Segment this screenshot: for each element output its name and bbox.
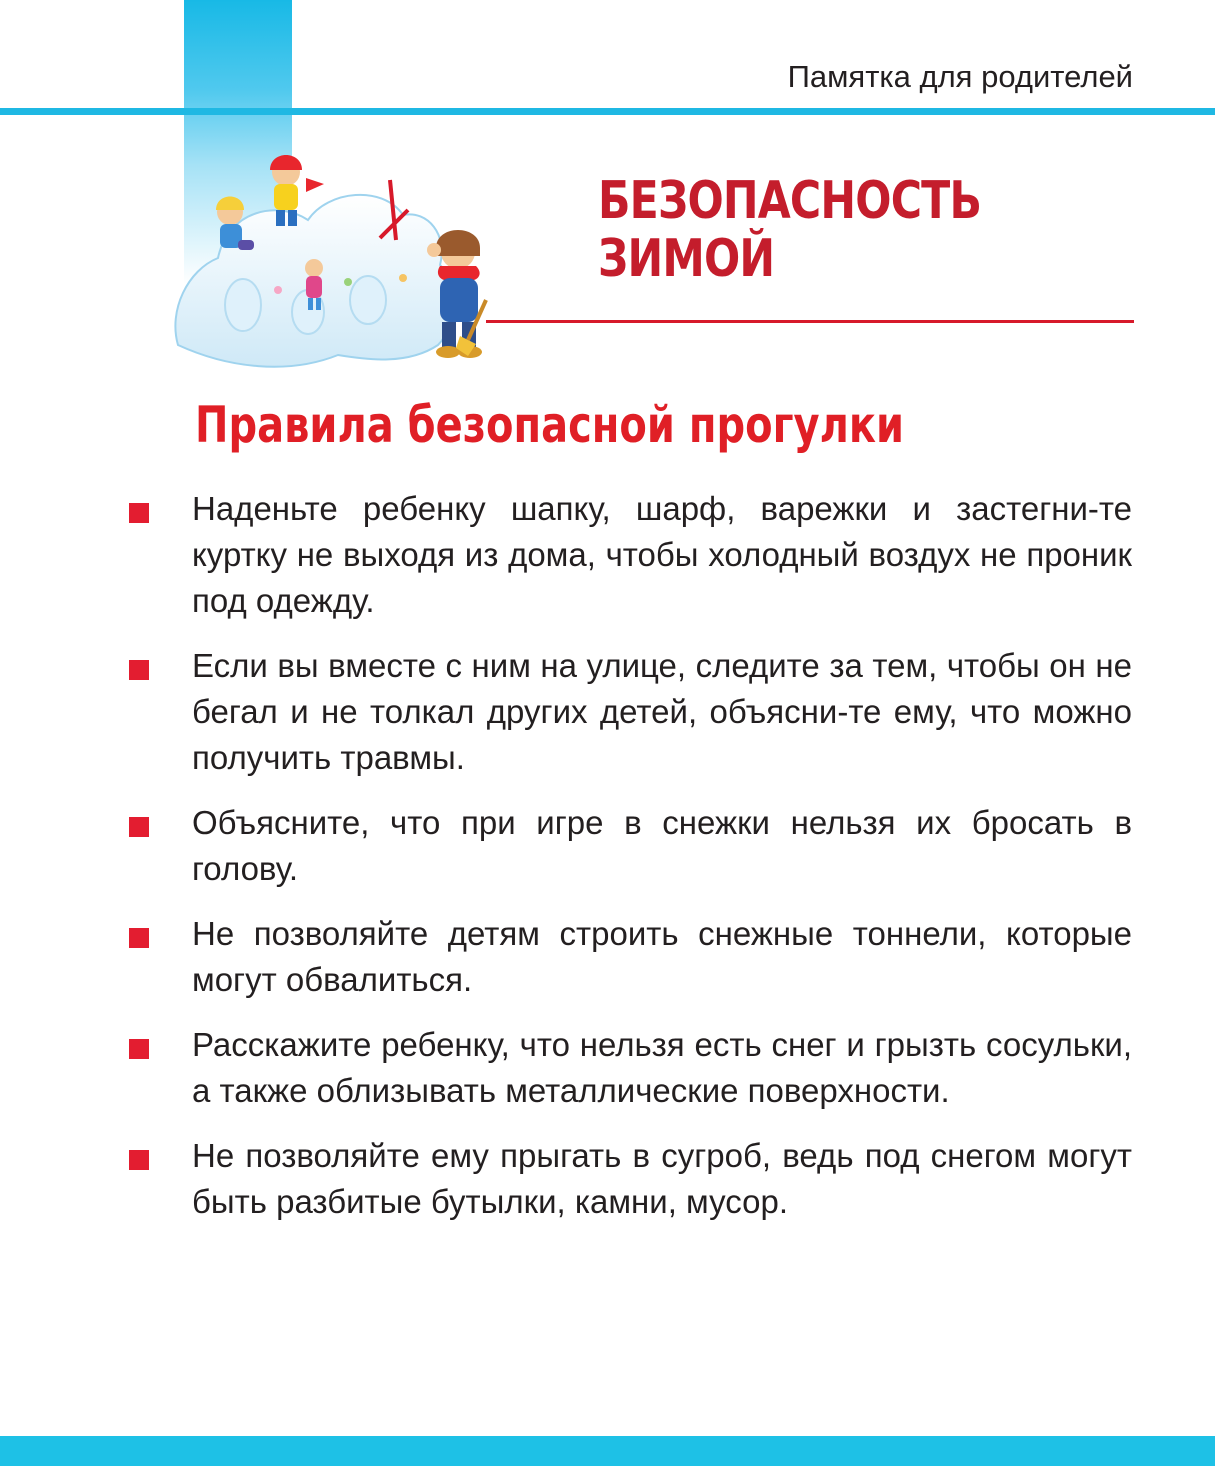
red-square-bullet bbox=[129, 660, 149, 680]
red-square-bullet bbox=[129, 1039, 149, 1059]
red-square-bullet bbox=[129, 928, 149, 948]
section-title: Правила безопасной прогулки bbox=[195, 396, 905, 454]
rule-text: Наденьте ребенку шапку, шарф, варежки и застегни-те куртку не выходя из дома, чтобы холодный воздух не проник под одежду. bbox=[192, 490, 1132, 619]
red-square-bullet bbox=[129, 503, 149, 523]
list-item bbox=[0, 1133, 1132, 1225]
rule-text: Не позволяйте детям строить снежные тоннели, которые могут обвалиться. bbox=[192, 915, 1132, 998]
red-square-bullet bbox=[129, 817, 149, 837]
children-snow-fort-illustration bbox=[168, 140, 508, 375]
list-item bbox=[0, 486, 1132, 624]
page-title-line-2: ЗИМОЙ bbox=[598, 229, 775, 289]
rule-text: Не позволяйте ему прыгать в сугроб, ведь под снегом могут быть разбитые бутылки, камни, мусор. bbox=[192, 1137, 1132, 1220]
rules-list bbox=[0, 486, 1215, 1244]
title-underline bbox=[486, 320, 1134, 323]
rule-text: Расскажите ребенку, что нельзя есть снег и грызть сосульки, а также облизывать металлические поверхности. bbox=[192, 1026, 1132, 1109]
red-square-bullet bbox=[129, 1150, 149, 1170]
list-item bbox=[0, 1022, 1132, 1114]
rule-text: Объясните, что при игре в снежки нельзя их бросать в голову. bbox=[192, 804, 1132, 887]
page-title bbox=[598, 172, 981, 288]
page-title-line-1: БЕЗОПАСНОСТЬ bbox=[598, 171, 982, 231]
header-label: Памятка для родителей bbox=[787, 59, 1133, 94]
footer-band bbox=[0, 1436, 1215, 1466]
list-item bbox=[0, 911, 1132, 1003]
list-item bbox=[0, 643, 1132, 781]
rule-text: Если вы вместе с ним на улице, следите за тем, чтобы он не бегал и не толкал других детей, объясни-те ему, что можно получить травмы. bbox=[192, 647, 1132, 776]
list-item bbox=[0, 800, 1132, 892]
header-rule bbox=[0, 108, 1215, 115]
